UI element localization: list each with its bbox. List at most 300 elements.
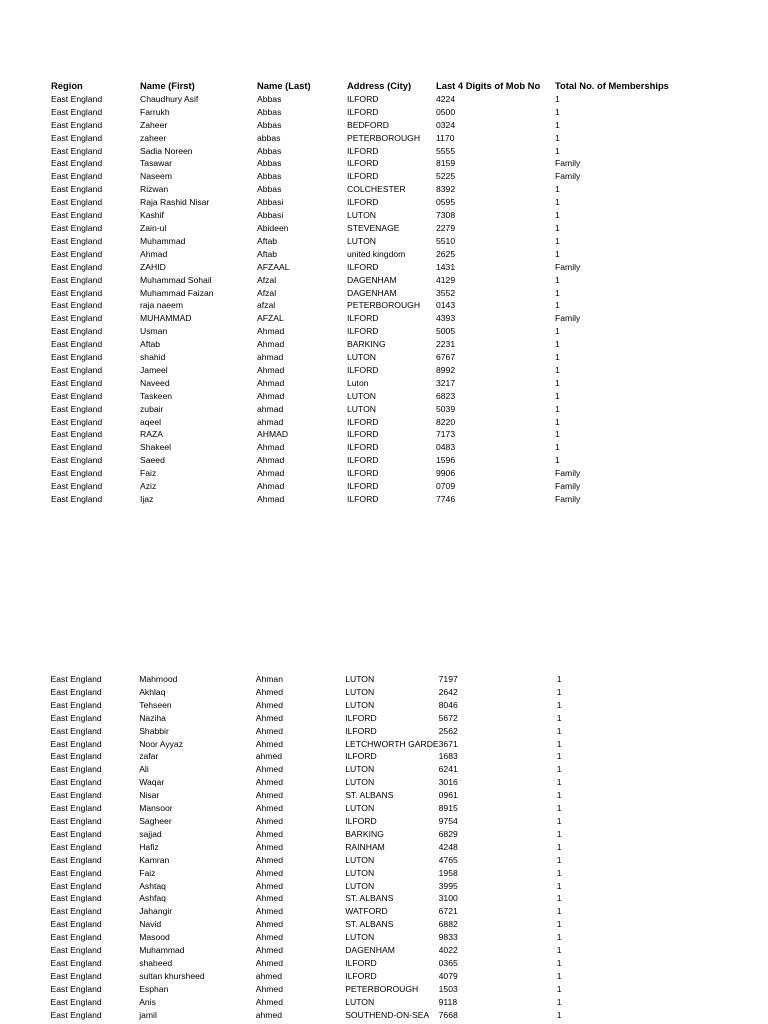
cell-city: BARKING — [347, 339, 386, 350]
cell-mobile-digits: 0709 — [436, 481, 456, 492]
cell-region: East England — [50, 725, 102, 736]
table-row — [0, 338, 768, 351]
table-row — [0, 1009, 768, 1022]
cell-first-name: shahid — [140, 352, 166, 363]
cell-region: East England — [51, 184, 103, 195]
cell-mobile-digits: 8159 — [436, 158, 456, 169]
table-row — [0, 196, 768, 209]
cell-city: LUTON — [345, 764, 375, 775]
table-row — [0, 441, 768, 454]
cell-memberships: 1 — [555, 339, 560, 350]
cell-region: East England — [50, 945, 102, 956]
cell-region: East England — [51, 416, 103, 427]
cell-mobile-digits: 0365 — [438, 957, 458, 968]
cell-region: East England — [51, 132, 103, 143]
cell-city: BARKING — [345, 828, 384, 839]
cell-mobile-digits: 7668 — [438, 1009, 458, 1020]
cell-memberships: 1 — [556, 699, 562, 710]
cell-mobile-digits: 9906 — [436, 468, 456, 479]
cell-region: East England — [50, 970, 102, 981]
cell-first-name: Raja Rashid Nisar — [140, 197, 210, 208]
header-row — [0, 80, 768, 93]
cell-last-name: Abbas — [257, 145, 282, 156]
cell-city: ILFORD — [345, 751, 377, 762]
cell-city: LUTON — [347, 235, 376, 246]
cell-last-name: Ahmed — [255, 725, 283, 736]
cell-mobile-digits: 7308 — [436, 210, 456, 221]
cell-region: East England — [51, 481, 103, 492]
cell-city: LUTON — [345, 854, 375, 865]
cell-last-name: Ahmed — [255, 957, 283, 968]
cell-region: East England — [51, 158, 103, 169]
cell-region: East England — [50, 867, 102, 878]
cell-city: SOUTHEND-ON-SEA — [345, 1009, 430, 1020]
cell-first-name: sultan khursheed — [139, 970, 205, 981]
cell-last-name: ahmed — [255, 751, 283, 762]
cell-last-name: Aftab — [257, 248, 278, 259]
cell-memberships: 1 — [556, 841, 562, 852]
cell-memberships: 1 — [555, 352, 560, 363]
table-row — [0, 377, 768, 390]
cell-last-name: Ahmed — [255, 790, 283, 801]
cell-mobile-digits: 3995 — [438, 880, 458, 891]
cell-memberships: 1 — [556, 751, 562, 762]
cell-region: East England — [51, 339, 103, 350]
cell-region: East England — [50, 919, 102, 930]
cell-region: East England — [50, 764, 102, 775]
cell-city: united kingdom — [347, 248, 406, 259]
cell-first-name: Ashtaq — [139, 880, 166, 891]
cell-mobile-digits: 2279 — [436, 222, 456, 233]
cell-last-name: Ahmed — [255, 983, 283, 994]
cell-first-name: Sagheer — [139, 815, 172, 826]
cell-first-name: Anis — [139, 996, 156, 1007]
cell-mobile-digits: 8992 — [436, 364, 456, 375]
cell-region: East England — [51, 326, 103, 337]
cell-first-name: ZAHID — [140, 261, 166, 272]
cell-city: WATFORD — [345, 906, 388, 917]
cell-memberships: Family — [555, 468, 581, 479]
cell-first-name: shaheed — [139, 957, 173, 968]
table-row — [0, 776, 768, 789]
cell-memberships: 1 — [556, 790, 562, 801]
table-row — [0, 248, 768, 261]
cell-mobile-digits: 2625 — [436, 248, 456, 259]
cell-first-name: Chaudhury Asif — [140, 93, 199, 104]
cell-memberships: 1 — [556, 686, 562, 697]
cell-memberships: 1 — [556, 764, 562, 775]
cell-city: LUTON — [345, 674, 375, 684]
cell-city: ILFORD — [347, 455, 379, 466]
table-row — [0, 712, 768, 725]
cell-memberships: 1 — [555, 235, 560, 246]
cell-memberships: 1 — [555, 119, 560, 130]
cell-mobile-digits: 5005 — [436, 326, 456, 337]
cell-mobile-digits: 1431 — [436, 261, 456, 272]
cell-last-name: Abbas — [257, 106, 282, 117]
table-row — [0, 93, 768, 106]
cell-first-name: Faiz — [140, 468, 157, 479]
table-row — [0, 403, 768, 416]
cell-memberships: Family — [555, 494, 581, 504]
cell-mobile-digits: 7173 — [436, 429, 456, 440]
table-row — [0, 970, 768, 983]
header-memberships: Total No. of Memberships — [555, 80, 669, 91]
cell-last-name: Ahmed — [255, 893, 283, 904]
cell-first-name: Jahangir — [139, 906, 173, 917]
table-row — [0, 299, 768, 312]
cell-memberships: Family — [555, 481, 581, 492]
cell-mobile-digits: 6767 — [436, 352, 456, 363]
cell-region: East England — [51, 106, 103, 117]
cell-city: LUTON — [345, 996, 375, 1007]
table-row — [0, 996, 768, 1009]
cell-mobile-digits: 6882 — [438, 919, 458, 930]
cell-first-name: Ali — [139, 764, 149, 775]
cell-first-name: Nisar — [139, 790, 160, 801]
cell-memberships: 1 — [555, 429, 560, 440]
cell-region: East England — [51, 468, 103, 479]
cell-city: ILFORD — [347, 171, 379, 182]
cell-region: East England — [50, 841, 102, 852]
cell-region: East England — [51, 287, 103, 298]
cell-last-name: ahmad — [257, 352, 284, 363]
cell-first-name: zafar — [139, 751, 159, 762]
cell-last-name: Ahmed — [255, 777, 283, 788]
cell-first-name: MUHAMMAD — [140, 313, 192, 324]
cell-city: COLCHESTER — [347, 184, 406, 195]
table-row — [0, 287, 768, 300]
cell-last-name: Ahmed — [255, 764, 283, 775]
cell-region: East England — [50, 686, 102, 697]
cell-last-name: Ahmad — [257, 468, 285, 479]
cell-mobile-digits: 5225 — [436, 171, 456, 182]
cell-memberships: 1 — [556, 867, 562, 878]
cell-city: ILFORD — [347, 481, 379, 492]
cell-city: ILFORD — [345, 957, 377, 968]
cell-mobile-digits: 4248 — [438, 841, 458, 852]
cell-city: DAGENHAM — [345, 945, 395, 956]
cell-first-name: jamil — [139, 1009, 157, 1020]
cell-last-name: Afzal — [257, 287, 277, 298]
table-row — [0, 673, 768, 686]
table-row — [0, 390, 768, 403]
table-row — [0, 222, 768, 235]
header-region: Region — [51, 80, 83, 91]
header-first-name: Name (First) — [140, 80, 195, 91]
cell-first-name: Esphan — [139, 983, 169, 994]
cell-region: East England — [51, 235, 103, 246]
cell-memberships: Family — [555, 158, 581, 169]
cell-last-name: Ahmad — [257, 442, 285, 453]
table-row — [0, 841, 768, 854]
cell-last-name: Abbas — [257, 158, 282, 169]
cell-first-name: Shakeel — [140, 442, 172, 453]
cell-first-name: Aziz — [140, 481, 157, 492]
cell-memberships: 1 — [555, 390, 560, 401]
cell-mobile-digits: 0483 — [436, 442, 456, 453]
cell-region: East England — [50, 815, 102, 826]
cell-last-name: Ahmad — [257, 494, 285, 504]
cell-region: East England — [50, 699, 102, 710]
cell-region: East England — [50, 932, 102, 943]
cell-memberships: 1 — [555, 93, 560, 104]
cell-city: LUTON — [345, 699, 375, 710]
cell-first-name: Mansoor — [139, 803, 173, 814]
cell-mobile-digits: 7746 — [436, 494, 456, 504]
cell-memberships: 1 — [555, 416, 560, 427]
cell-mobile-digits: 1503 — [438, 983, 458, 994]
cell-memberships: 1 — [555, 300, 560, 311]
cell-city: LUTON — [347, 352, 376, 363]
cell-last-name: Abbas — [257, 184, 282, 195]
cell-memberships: Family — [555, 313, 581, 324]
cell-memberships: 1 — [556, 945, 562, 956]
cell-memberships: 1 — [556, 957, 562, 968]
cell-region: East England — [51, 145, 103, 156]
cell-mobile-digits: 7197 — [438, 674, 458, 684]
cell-mobile-digits: 9833 — [438, 932, 458, 943]
cell-city: ILFORD — [347, 468, 379, 479]
cell-mobile-digits: 2562 — [438, 725, 458, 736]
cell-city: ILFORD — [345, 725, 377, 736]
cell-memberships: Family — [555, 261, 581, 272]
cell-city: ILFORD — [347, 313, 379, 324]
cell-last-name: Ahmed — [255, 686, 283, 697]
cell-region: East England — [51, 248, 103, 259]
cell-last-name: afzal — [257, 300, 276, 311]
cell-first-name: Faiz — [139, 867, 156, 878]
cell-mobile-digits: 3217 — [436, 377, 456, 388]
cell-region: East England — [51, 364, 103, 375]
cell-region: East England — [50, 751, 102, 762]
cell-mobile-digits: 4079 — [438, 970, 458, 981]
cell-last-name: Ahmed — [255, 699, 283, 710]
cell-mobile-digits: 1596 — [436, 455, 456, 466]
cell-region: East England — [50, 983, 102, 994]
cell-memberships: 1 — [556, 725, 562, 736]
cell-memberships: 1 — [556, 828, 562, 839]
cell-mobile-digits: 0595 — [436, 197, 456, 208]
cell-mobile-digits: 1958 — [438, 867, 458, 878]
cell-first-name: Tehseen — [139, 699, 172, 710]
cell-mobile-digits: 3100 — [438, 893, 458, 904]
cell-first-name: Shabbir — [139, 725, 169, 736]
cell-mobile-digits: 8915 — [438, 803, 458, 814]
table-row — [0, 957, 768, 970]
cell-city: LUTON — [345, 686, 375, 697]
cell-mobile-digits: 3671 — [438, 738, 458, 749]
cell-city: LUTON — [347, 403, 376, 414]
cell-mobile-digits: 4765 — [438, 854, 458, 865]
cell-city: LETCHWORTH GARDE — [345, 738, 439, 749]
cell-region: East England — [51, 442, 103, 453]
table-row — [0, 416, 768, 429]
header-last-name: Name (Last) — [257, 80, 311, 91]
cell-mobile-digits: 8220 — [436, 416, 456, 427]
cell-first-name: Masood — [139, 932, 170, 943]
cell-first-name: Usman — [140, 326, 168, 337]
cell-last-name: Ahman — [255, 674, 283, 684]
cell-memberships: 1 — [555, 197, 560, 208]
cell-memberships: 1 — [556, 854, 562, 865]
cell-region: East England — [51, 455, 103, 466]
cell-region: East England — [50, 712, 102, 723]
cell-last-name: Ahmad — [257, 390, 285, 401]
cell-mobile-digits: 0324 — [436, 119, 456, 130]
table-row — [0, 480, 768, 493]
cell-city: DAGENHAM — [347, 274, 397, 285]
cell-region: East England — [51, 274, 103, 285]
cell-first-name: Aftab — [140, 339, 161, 350]
cell-region: East England — [50, 906, 102, 917]
cell-region: East England — [51, 390, 103, 401]
cell-city: LUTON — [347, 210, 376, 221]
table-body-upper — [0, 93, 768, 506]
cell-first-name: zubair — [140, 403, 164, 414]
cell-mobile-digits: 6823 — [436, 390, 456, 401]
table-row — [0, 828, 768, 841]
cell-first-name: Kamran — [139, 854, 170, 865]
cell-mobile-digits: 4129 — [436, 274, 456, 285]
cell-memberships: 1 — [556, 983, 562, 994]
cell-first-name: Hafiz — [139, 841, 159, 852]
cell-city: PETERBOROUGH — [345, 983, 419, 994]
cell-region: East England — [51, 197, 103, 208]
cell-mobile-digits: 6241 — [438, 764, 458, 775]
membership-table-lower — [0, 673, 768, 1021]
cell-memberships: 1 — [556, 906, 562, 917]
table-row — [0, 802, 768, 815]
cell-first-name: zaheer — [140, 132, 167, 143]
cell-first-name: aqeel — [140, 416, 162, 427]
cell-first-name: Mahmood — [139, 674, 178, 684]
table-row — [0, 699, 768, 712]
cell-first-name: Waqar — [139, 777, 165, 788]
cell-last-name: Ahmed — [255, 906, 283, 917]
cell-mobile-digits: 3552 — [436, 287, 456, 298]
cell-mobile-digits: 0143 — [436, 300, 456, 311]
cell-first-name: Ahmad — [140, 248, 168, 259]
cell-first-name: raja naeem — [140, 300, 183, 311]
table-row — [0, 132, 768, 145]
cell-last-name: AHMAD — [257, 429, 289, 440]
cell-region: East England — [51, 222, 103, 233]
cell-last-name: Abideen — [257, 222, 289, 233]
table-row — [0, 905, 768, 918]
table-row — [0, 686, 768, 699]
cell-city: LUTON — [347, 390, 376, 401]
cell-first-name: Noor Ayyaz — [139, 738, 183, 749]
cell-mobile-digits: 6829 — [438, 828, 458, 839]
cell-mobile-digits: 4393 — [436, 313, 456, 324]
table-row — [0, 789, 768, 802]
cell-last-name: Abbasi — [257, 197, 284, 208]
cell-memberships: 1 — [555, 326, 560, 337]
cell-region: East England — [51, 403, 103, 414]
cell-mobile-digits: 0961 — [438, 790, 458, 801]
cell-city: ILFORD — [347, 364, 379, 375]
cell-mobile-digits: 1683 — [438, 751, 458, 762]
cell-city: ILFORD — [347, 93, 379, 104]
cell-region: East England — [51, 93, 103, 104]
cell-region: East England — [51, 261, 103, 272]
table-row — [0, 145, 768, 158]
table-row — [0, 325, 768, 338]
cell-city: ILFORD — [347, 494, 379, 504]
cell-region: East England — [51, 119, 103, 130]
cell-city: PETERBOROUGH — [347, 132, 421, 143]
cell-city: LUTON — [345, 880, 375, 891]
cell-mobile-digits: 2642 — [438, 686, 458, 697]
cell-last-name: Ahmed — [255, 880, 283, 891]
cell-region: East England — [50, 790, 102, 801]
cell-last-name: Ahmed — [255, 867, 283, 878]
cell-mobile-digits: 9754 — [438, 815, 458, 826]
cell-first-name: Rizwan — [140, 184, 169, 195]
cell-region: East England — [50, 803, 102, 814]
cell-last-name: Ahmed — [255, 841, 283, 852]
cell-city: ILFORD — [345, 712, 377, 723]
cell-mobile-digits: 8392 — [436, 184, 456, 195]
cell-region: East England — [51, 429, 103, 440]
cell-memberships: Family — [555, 171, 581, 182]
cell-last-name: Ahmed — [255, 815, 283, 826]
cell-region: East England — [51, 210, 103, 221]
cell-mobile-digits: 0500 — [436, 106, 456, 117]
table-row — [0, 261, 768, 274]
cell-last-name: ahmad — [257, 403, 284, 414]
cell-last-name: Ahmad — [257, 481, 285, 492]
cell-memberships: 1 — [556, 738, 562, 749]
cell-memberships: 1 — [556, 932, 562, 943]
cell-first-name: Ijaz — [140, 494, 154, 504]
cell-first-name: Jameel — [140, 364, 168, 375]
cell-first-name: Zaheer — [140, 119, 168, 130]
cell-memberships: 1 — [556, 803, 562, 814]
cell-city: ILFORD — [347, 158, 379, 169]
cell-last-name: ahmed — [255, 1009, 283, 1020]
cell-region: East England — [50, 828, 102, 839]
header-city: Address (City) — [347, 80, 412, 91]
cell-memberships: 1 — [555, 274, 560, 285]
cell-first-name: Tasawar — [140, 158, 172, 169]
table-row — [0, 351, 768, 364]
cell-city: ILFORD — [347, 442, 379, 453]
cell-last-name: Ahmad — [257, 326, 285, 337]
table-row — [0, 183, 768, 196]
table-row — [0, 119, 768, 132]
table-row — [0, 880, 768, 893]
cell-mobile-digits: 5039 — [436, 403, 456, 414]
cell-last-name: Ahmed — [255, 932, 283, 943]
cell-memberships: 1 — [555, 455, 560, 466]
cell-city: STEVENAGE — [347, 222, 400, 233]
cell-memberships: 1 — [555, 442, 560, 453]
cell-first-name: Farrukh — [140, 106, 170, 117]
cell-last-name: Ahmed — [255, 854, 283, 865]
cell-region: East England — [50, 854, 102, 865]
cell-last-name: AFZAL — [257, 313, 284, 324]
cell-first-name: Kashif — [140, 210, 164, 221]
cell-region: East England — [51, 352, 103, 363]
table-row — [0, 428, 768, 441]
header-mobile-digits: Last 4 Digits of Mob No — [436, 80, 541, 91]
cell-memberships: 1 — [556, 712, 562, 723]
cell-city: ST. ALBANS — [345, 919, 394, 930]
cell-region: East England — [50, 777, 102, 788]
table-row — [0, 750, 768, 763]
